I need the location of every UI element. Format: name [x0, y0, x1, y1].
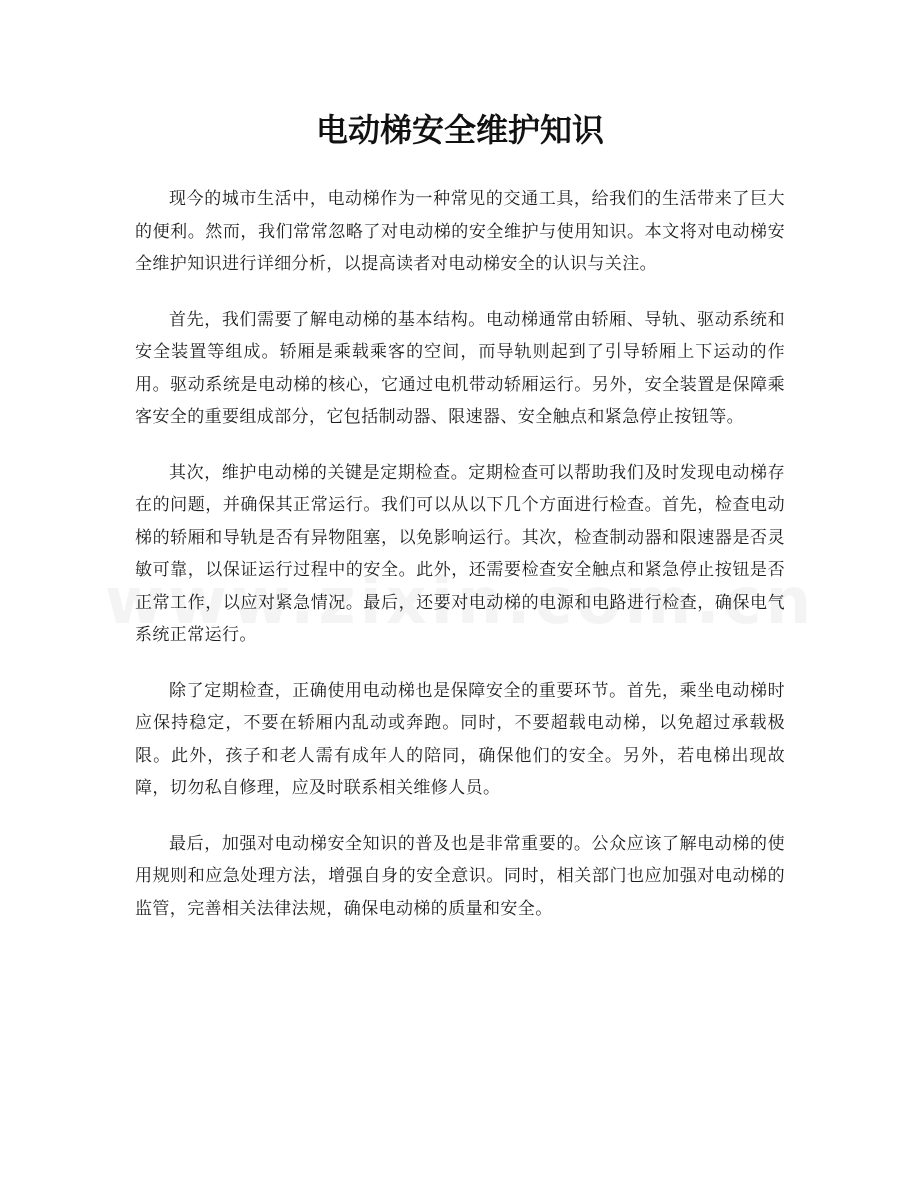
- paragraph-5: 最后，加强对电动梯安全知识的普及也是非常重要的。公众应该了解电动梯的使用规则和应急处理方法，增强自身的安全意识。同时，相关部门也应加强对电动梯的监管，完善相关法律法规，确保电动梯的质量和安全。: [135, 833, 785, 919]
- paragraph-4: 除了定期检查，正确使用电动梯也是保障安全的重要环节。首先，乘坐电动梯时应保持稳定，不要在轿厢内乱动或奔跑。同时，不要超载电动梯，以免超过承载极限。此外，孩子和老人需有成年人的陪同，确保他们的安全。另外，若电梯出现故障，切勿私自修理，应及时联系相关维修人员。: [135, 680, 785, 798]
- document-title: 电动梯安全维护知识: [315, 111, 604, 149]
- paragraph-1: 现今的城市生活中，电动梯作为一种常见的交通工具，给我们的生活带来了巨大的便利。然而，我们常常忽略了对电动梯的安全维护与使用知识。本文将对电动梯安全维护知识进行详细分析，以提高读者对电动梯安全的认识与关注。: [135, 189, 785, 274]
- paragraph-3: 其次，维护电动梯的关键是定期检查。定期检查可以帮助我们及时发现电动梯存在的问题，并确保其正常运行。我们可以从以下几个方面进行检查。首先，检查电动梯的轿厢和导轨是否有异物阻塞，以免影响运行。其次，检查制动器和限速器是否灵敏可靠，以保证运行过程中的安全。此外，还需要检查安全触点和紧急停止按钮是否正常工作，以应对紧急情况。最后，还要对电动梯的电源和电路进行检查，确保电气系统正常运行。: [135, 462, 785, 645]
- document-body: [135, 183, 785, 948]
- paragraph-2: 首先，我们需要了解电动梯的基本结构。电动梯通常由轿厢、导轨、驱动系统和安全装置等组成。轿厢是乘载乘客的空间，而导轨则起到了引导轿厢上下运动的作用。驱动系统是电动梯的核心，它通过电机带动轿厢运行。另外，安全装置是保障乘客安全的重要组成部分，它包括制动器、限速器、安全触点和紧急停止按钮等。: [135, 309, 785, 427]
